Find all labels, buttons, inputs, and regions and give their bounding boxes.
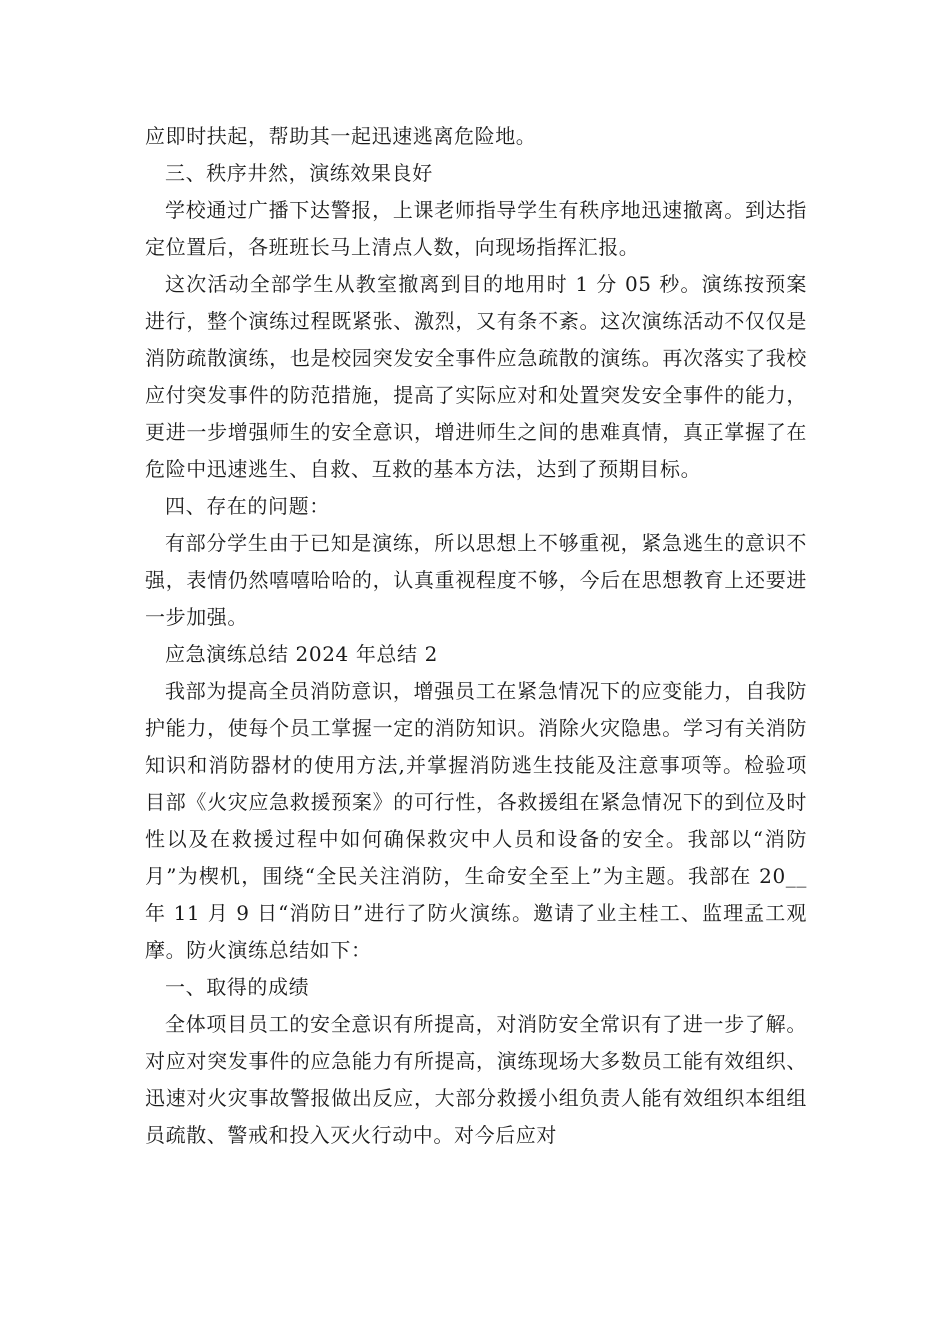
paragraph: 我部为提高全员消防意识，增强员工在紧急情况下的应变能力，自我防护能力，使每个员工掌握一定的消防知识。消除火灾隐患。学习有关消防知识和消防器材的使用方法,并掌握消防逃生技能及注意事项等。检验项目部《火灾应急救援预案》的可行性，各救援组在紧急情况下的到位及时性以及在救援过程中如何确保救灾中人员和设备的安全。我部以“消防月”为楔机，围绕“全民关注消防，生命安全至上”为主题。我部在 20__年 11 月 9 日“消防日”进行了防火演练。邀请了业主桂工、监理孟工观摩。防火演练总结如下： [145,679,807,962]
document-body [145,118,807,1154]
paragraph: 全体项目员工的安全意识有所提高，对消防安全常识有了进一步了解。对应对突发事件的应急能力有所提高，演练现场大多数员工能有效组织、迅速对火灾事故警报做出反应，大部分救援小组负责人能有效组织本组组员疏散、警戒和投入灭火行动中。对今后应对 [145,1012,807,1147]
section-heading-achievements: 一、取得的成绩 [165,975,310,999]
paragraph-continuation: 应即时扶起，帮助其一起迅速逃离危险地。 [145,124,537,148]
document-subtitle: 应急演练总结 2024 年总结 2 [165,642,438,666]
paragraph: 这次活动全部学生从教室撤离到目的地用时 1 分 05 秒。演练按预案进行，整个演练过程既紧张、激烈，又有条不紊。这次演练活动不仅仅是消防疏散演练，也是校园突发安全事件应急疏散的演练。再次落实了我校应付突发事件的防范措施，提高了实际应对和处置突发安全事件的能力，更进一步增强师生的安全意识，增进师生之间的患难真情，真正掌握了在危险中迅速逃生、自救、互救的基本方法，达到了预期目标。 [145,272,807,481]
paragraph: 有部分学生由于已知是演练，所以思想上不够重视，紧急逃生的意识不强，表情仍然嘻嘻哈哈的，认真重视程度不够，今后在思想教育上还要进一步加强。 [145,531,807,629]
section-heading-problems: 四、存在的问题： [165,494,330,518]
paragraph: 学校通过广播下达警报，上课老师指导学生有秩序地迅速撤离。到达指定位置后，各班班长马上清点人数，向现场指挥汇报。 [145,198,807,259]
section-heading-order: 三、秩序井然，演练效果良好 [165,161,433,185]
